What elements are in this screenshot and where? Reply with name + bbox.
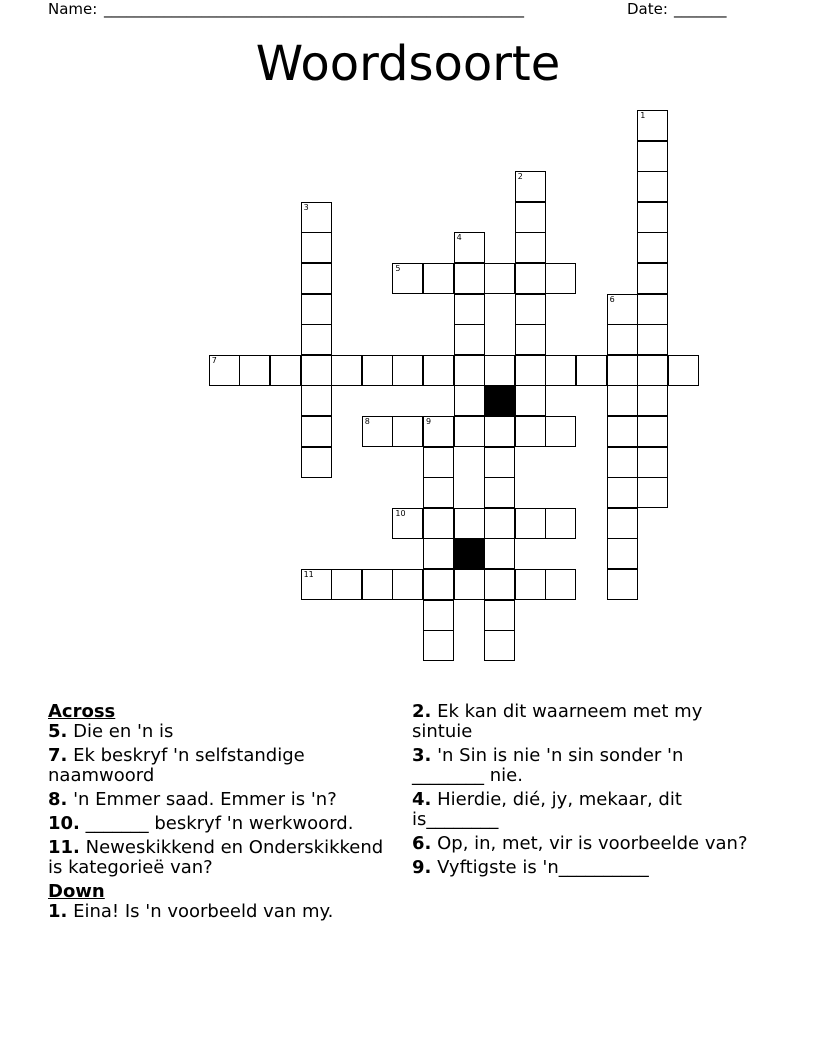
clue-text: Hierdie, dié, jy, mekaar, dit is________ bbox=[412, 789, 682, 830]
grid-cell[interactable] bbox=[454, 324, 485, 355]
grid-cell[interactable] bbox=[545, 355, 576, 386]
clue-number: 1. bbox=[48, 901, 68, 922]
clue-down-3 bbox=[412, 746, 752, 786]
grid-cell[interactable] bbox=[209, 355, 240, 386]
grid-cell[interactable] bbox=[515, 294, 546, 325]
grid-cell[interactable] bbox=[484, 416, 515, 447]
across-heading: Across bbox=[48, 701, 116, 722]
grid-cell[interactable] bbox=[454, 508, 485, 539]
grid-cell[interactable] bbox=[637, 263, 668, 294]
grid-cell[interactable] bbox=[515, 569, 546, 600]
clue-down-1 bbox=[48, 902, 398, 922]
grid-cell[interactable] bbox=[607, 538, 638, 569]
grid-cell[interactable] bbox=[637, 202, 668, 233]
grid-cell[interactable] bbox=[301, 263, 332, 294]
grid-cell[interactable] bbox=[484, 538, 515, 569]
clue-down-2 bbox=[412, 702, 752, 742]
across-clue-list bbox=[48, 722, 398, 878]
grid-cell[interactable] bbox=[545, 263, 576, 294]
grid-cell[interactable] bbox=[515, 263, 546, 294]
clue-number: 5. bbox=[48, 721, 68, 742]
clue-text: 'n Sin is nie 'n sin sonder 'n ________ nie. bbox=[412, 745, 684, 786]
page-title: Woordsoorte bbox=[255, 36, 561, 92]
clue-number: 11. bbox=[48, 837, 80, 858]
grid-cell[interactable] bbox=[637, 171, 668, 202]
cell-number: 3 bbox=[303, 202, 309, 212]
grid-cell[interactable] bbox=[668, 355, 699, 386]
grid-cell[interactable] bbox=[607, 355, 638, 386]
grid-cell[interactable] bbox=[454, 232, 485, 263]
grid-cell[interactable] bbox=[637, 232, 668, 263]
clue-number: 6. bbox=[412, 833, 432, 854]
cell-number: 7 bbox=[211, 355, 217, 365]
grid-cell[interactable] bbox=[362, 569, 393, 600]
grid-cell[interactable] bbox=[423, 630, 454, 661]
grid-cell[interactable] bbox=[607, 416, 638, 447]
name-field[interactable]: ________________________________________________________ bbox=[104, 0, 524, 18]
grid-cell[interactable] bbox=[454, 569, 485, 600]
grid-cell[interactable] bbox=[392, 569, 423, 600]
grid-cell[interactable] bbox=[301, 202, 332, 233]
grid-cell[interactable] bbox=[484, 508, 515, 539]
grid-cell[interactable] bbox=[392, 508, 423, 539]
clue-text: Ek beskryf 'n selfstandige naamwoord bbox=[48, 745, 305, 786]
grid-cell[interactable] bbox=[607, 447, 638, 478]
clues-left-column bbox=[48, 702, 398, 926]
grid-cell[interactable] bbox=[454, 416, 485, 447]
clue-across-11 bbox=[48, 838, 398, 878]
grid-cell[interactable] bbox=[637, 447, 668, 478]
grid-cell[interactable] bbox=[515, 171, 546, 202]
grid-cell[interactable] bbox=[515, 232, 546, 263]
grid-cell[interactable] bbox=[362, 355, 393, 386]
grid-cell[interactable] bbox=[637, 141, 668, 172]
cell-number: 2 bbox=[517, 172, 523, 182]
grid-cell[interactable] bbox=[607, 385, 638, 416]
grid-cell[interactable] bbox=[454, 294, 485, 325]
grid-cell[interactable] bbox=[484, 600, 515, 631]
grid-cell[interactable] bbox=[454, 355, 485, 386]
grid-cell[interactable] bbox=[301, 355, 332, 386]
clue-text: Vyftigste is 'n__________ bbox=[431, 857, 649, 878]
clue-text: Neweskikkend en Onderskikkend is kategorieë van? bbox=[48, 837, 384, 878]
grid-cell[interactable] bbox=[423, 447, 454, 478]
clue-down-6 bbox=[412, 834, 752, 854]
grid-cell[interactable] bbox=[484, 630, 515, 661]
cell-number: 11 bbox=[303, 570, 314, 579]
date-label: Date: bbox=[627, 0, 668, 18]
clue-number: 7. bbox=[48, 745, 68, 766]
clue-text: Ek kan dit waarneem met my sintuie bbox=[412, 701, 703, 742]
grid-cell[interactable] bbox=[637, 385, 668, 416]
clue-number: 10. bbox=[48, 813, 80, 834]
grid-cell[interactable] bbox=[545, 569, 576, 600]
grid-cell[interactable] bbox=[484, 263, 515, 294]
grid-cell[interactable] bbox=[301, 416, 332, 447]
grid-cell[interactable] bbox=[423, 600, 454, 631]
grid-cell[interactable] bbox=[331, 569, 362, 600]
clue-down-4 bbox=[412, 790, 752, 830]
grid-cell[interactable] bbox=[423, 416, 454, 447]
clue-number: 3. bbox=[412, 745, 432, 766]
clue-number: 2. bbox=[412, 701, 432, 722]
clue-text: 'n Emmer saad. Emmer is 'n? bbox=[67, 789, 337, 810]
grid-cell[interactable] bbox=[637, 477, 668, 508]
clue-text: _______ beskryf 'n werkwoord. bbox=[79, 813, 354, 834]
grid-cell[interactable] bbox=[637, 110, 668, 141]
grid-cell[interactable] bbox=[515, 355, 546, 386]
grid-cell[interactable] bbox=[362, 416, 393, 447]
clue-across-8 bbox=[48, 790, 398, 810]
cell-number: 5 bbox=[395, 264, 401, 273]
cell-number: 6 bbox=[609, 294, 615, 304]
grid-cell[interactable] bbox=[423, 477, 454, 508]
grid-cell[interactable] bbox=[423, 538, 454, 569]
clue-number: 8. bbox=[48, 789, 68, 810]
cell-number: 1 bbox=[640, 111, 646, 120]
grid-cell[interactable] bbox=[392, 263, 423, 294]
grid-cell[interactable] bbox=[545, 416, 576, 447]
grid-cell[interactable] bbox=[301, 294, 332, 325]
grid-cell[interactable] bbox=[515, 508, 546, 539]
grid-cell[interactable] bbox=[607, 294, 638, 325]
grid-cell[interactable] bbox=[301, 232, 332, 263]
grid-cell[interactable] bbox=[454, 263, 485, 294]
grid-cell[interactable] bbox=[484, 447, 515, 478]
cell-number: 8 bbox=[364, 417, 370, 426]
grid-cell[interactable] bbox=[392, 355, 423, 386]
grid-cell[interactable] bbox=[515, 202, 546, 233]
name-label: Name: bbox=[48, 0, 98, 18]
date-field[interactable]: _______ bbox=[674, 0, 727, 18]
clue-number: 9. bbox=[412, 857, 432, 878]
grid-cell[interactable] bbox=[484, 355, 515, 386]
clue-across-10 bbox=[48, 814, 398, 834]
clue-down-9 bbox=[412, 858, 752, 878]
clue-text: Eina! Is 'n voorbeeld van my. bbox=[67, 901, 334, 922]
grid-cell[interactable] bbox=[392, 416, 423, 447]
grid-cell[interactable] bbox=[607, 508, 638, 539]
cell-number: 10 bbox=[395, 508, 406, 518]
grid-cell[interactable] bbox=[607, 324, 638, 355]
clue-text: Op, in, met, vir is voorbeelde van? bbox=[431, 833, 748, 854]
grid-cell[interactable] bbox=[301, 385, 332, 416]
clue-text: Die en 'n is bbox=[67, 721, 174, 742]
clues-right-column bbox=[412, 702, 752, 882]
grid-cell[interactable] bbox=[301, 324, 332, 355]
grid-cell[interactable] bbox=[484, 569, 515, 600]
grid-cell[interactable] bbox=[607, 477, 638, 508]
grid-cell[interactable] bbox=[454, 385, 485, 416]
grid-cell[interactable] bbox=[423, 569, 454, 600]
cell-number: 4 bbox=[456, 233, 462, 243]
clue-number: 4. bbox=[412, 789, 432, 810]
clue-across-7 bbox=[48, 746, 398, 786]
grid-cell[interactable] bbox=[301, 447, 332, 478]
grid-cell[interactable] bbox=[331, 355, 362, 386]
grid-cell[interactable] bbox=[239, 355, 270, 386]
grid-cell[interactable] bbox=[545, 508, 576, 539]
grid-cell[interactable] bbox=[423, 355, 454, 386]
grid-cell[interactable] bbox=[270, 355, 301, 386]
grid-cell[interactable] bbox=[607, 569, 638, 600]
grid-cell[interactable] bbox=[423, 508, 454, 539]
grid-cell[interactable] bbox=[637, 416, 668, 447]
grid-cell[interactable] bbox=[576, 355, 607, 386]
grid-cell[interactable] bbox=[637, 355, 668, 386]
clue-across-5 bbox=[48, 722, 398, 742]
grid-cell[interactable] bbox=[515, 416, 546, 447]
grid-cell[interactable] bbox=[515, 385, 546, 416]
grid-cell[interactable] bbox=[484, 477, 515, 508]
down-heading: Down bbox=[48, 881, 105, 902]
grid-cell[interactable] bbox=[637, 324, 668, 355]
grid-cell[interactable] bbox=[423, 263, 454, 294]
grid-cell[interactable] bbox=[301, 569, 332, 600]
black-square bbox=[484, 385, 515, 416]
grid-cell[interactable] bbox=[637, 294, 668, 325]
grid-cell[interactable] bbox=[515, 324, 546, 355]
black-square bbox=[454, 538, 485, 569]
cell-number: 9 bbox=[426, 417, 432, 426]
